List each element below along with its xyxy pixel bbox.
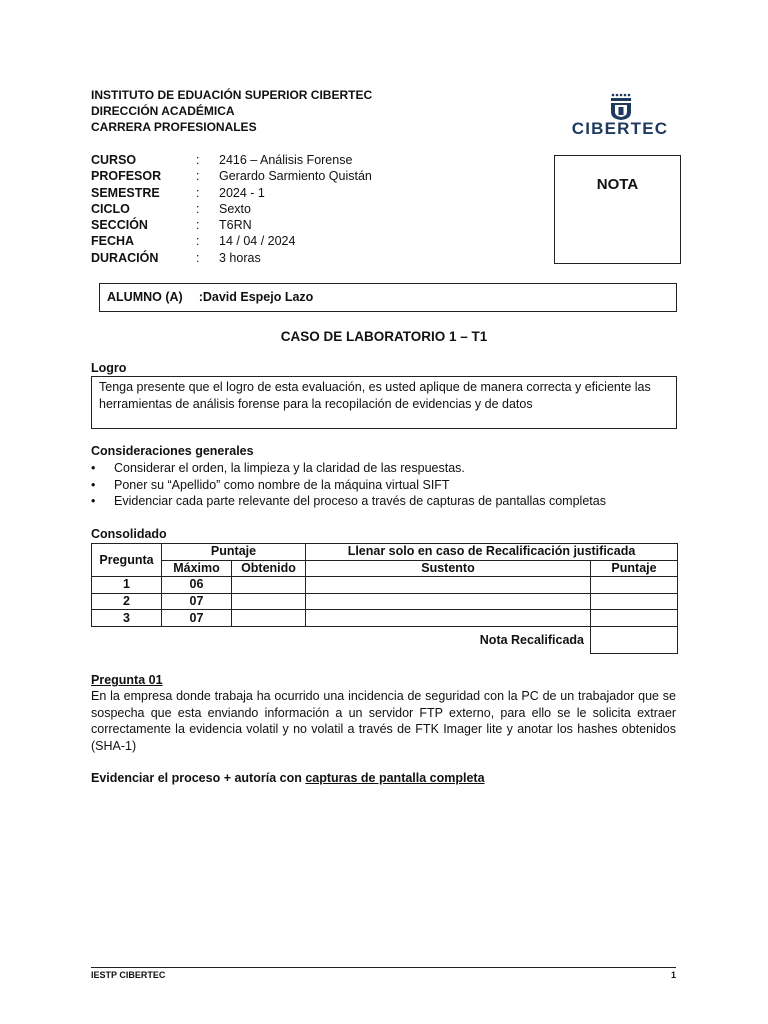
footer-divider — [91, 967, 676, 968]
list-item — [91, 493, 606, 510]
table-row — [92, 610, 678, 627]
list-item-text: Poner su “Apellido” como nombre de la máquina virtual SIFT — [114, 477, 450, 492]
alumno-box — [99, 283, 677, 312]
consideraciones-title: Consideraciones generales — [91, 444, 254, 458]
cibertec-emblem-icon — [566, 92, 674, 120]
nota-recalificada-row — [92, 626, 678, 653]
info-colon: : — [196, 202, 200, 216]
consolidado-title: Consolidado — [91, 527, 167, 541]
table-subheader-row — [92, 560, 678, 577]
evidence-instruction — [91, 771, 485, 785]
info-colon: : — [196, 186, 200, 200]
alumno-label: ALUMNO (A) — [107, 290, 183, 304]
cell-maximo: 07 — [162, 593, 232, 610]
page-number: 1 — [670, 970, 676, 980]
info-value: Sexto — [219, 202, 251, 216]
cell-sustento — [306, 593, 591, 610]
header-puntaje: Puntaje — [162, 544, 306, 561]
cell-puntaje — [591, 610, 678, 627]
info-key: DURACIÓN — [91, 251, 159, 265]
table-header-row — [92, 544, 678, 561]
table-row — [92, 577, 678, 594]
info-key: PROFESOR — [91, 169, 162, 183]
cell-obtenido — [232, 610, 306, 627]
cell-maximo: 06 — [162, 577, 232, 594]
info-key: SEMESTRE — [91, 186, 160, 200]
header-recalificacion: Llenar solo en caso de Recalificación justificada — [306, 544, 678, 561]
info-key: SECCIÓN — [91, 218, 148, 232]
list-item — [91, 477, 606, 494]
cell-sustento — [306, 610, 591, 627]
cell-pregunta: 2 — [92, 593, 162, 610]
logo-wordmark: CIBERTEC — [571, 119, 669, 138]
bullet-icon: • — [91, 477, 96, 492]
cell-sustento — [306, 577, 591, 594]
header-maximo: Máximo — [162, 560, 232, 577]
consideraciones-list — [91, 460, 606, 510]
list-item — [91, 460, 606, 477]
info-colon: : — [196, 218, 200, 232]
nota-recalificada-label: Nota Recalificada — [306, 626, 591, 653]
list-item-text: Evidenciar cada parte relevante del proceso a través de capturas de pantallas completas — [114, 494, 606, 508]
cell-obtenido — [232, 593, 306, 610]
cell-puntaje — [591, 577, 678, 594]
cell-pregunta: 1 — [92, 577, 162, 594]
info-key: CICLO — [91, 202, 130, 216]
info-value: 2024 - 1 — [219, 186, 265, 200]
info-value: Gerardo Sarmiento Quistán — [219, 169, 372, 183]
nota-box — [554, 155, 681, 264]
bullet-icon: • — [91, 494, 96, 508]
info-colon: : — [196, 251, 200, 265]
nota-recalificada-cell — [591, 626, 678, 653]
cibertec-logo — [566, 92, 676, 138]
info-value: 14 / 04 / 2024 — [219, 234, 296, 248]
info-key: CURSO — [91, 153, 137, 167]
pregunta-body: En la empresa donde trabaja ha ocurrido una incidencia de seguridad con la PC de un trabajador que se sospecha que esta enviando información a un servidor FTP externo, para ello se le solicita extraer correctamente la evidencia volatil y no volatil a través de FTK Imager lite y anotar los hashes obtenidos (SHA-1) — [91, 689, 676, 753]
cell-pregunta: 3 — [92, 610, 162, 627]
info-value: 3 horas — [219, 251, 261, 265]
footer-institution: IESTP CIBERTEC — [91, 970, 166, 980]
info-value: 2416 – Análisis Forense — [219, 153, 353, 167]
evidence-underlined: capturas de pantalla completa — [305, 771, 485, 785]
career-line: CARRERA PROFESIONALES — [91, 120, 257, 134]
logro-box — [91, 376, 677, 429]
info-colon: : — [196, 234, 200, 248]
info-colon: : — [196, 169, 200, 183]
info-value: T6RN — [219, 218, 252, 232]
case-title: CASO DE LABORATORIO 1 – T1 — [280, 329, 488, 344]
consolidado-table — [91, 543, 678, 654]
cell-puntaje — [591, 593, 678, 610]
header-puntaje-recal: Puntaje — [591, 560, 678, 577]
cell-obtenido — [232, 577, 306, 594]
alumno-name: :David Espejo Lazo — [198, 290, 314, 304]
academic-direction: DIRECCIÓN ACADÉMICA — [91, 104, 235, 118]
table-row — [92, 593, 678, 610]
evidence-prefix: Evidenciar el proceso + autoría con — [91, 771, 306, 785]
list-item-text: Considerar el orden, la limpieza y la claridad de las respuestas. — [114, 461, 465, 475]
institution-name: INSTITUTO DE EDUACIÓN SUPERIOR CIBERTEC — [91, 88, 373, 102]
header-sustento: Sustento — [306, 560, 591, 577]
bullet-icon: • — [91, 461, 96, 475]
cell-maximo: 07 — [162, 610, 232, 627]
pregunta-title: Pregunta 01 — [91, 673, 163, 687]
nota-label: NOTA — [596, 176, 639, 193]
logro-title: Logro — [91, 361, 127, 375]
header-pregunta: Pregunta — [92, 544, 162, 577]
info-colon: : — [196, 153, 200, 167]
info-key: FECHA — [91, 234, 135, 248]
header-obtenido: Obtenido — [232, 560, 306, 577]
logro-text: Tenga presente que el logro de esta evaluación, es usted aplique de manera correcta y eficiente las herramientas de análisis forense para la recopilación de evidencias y de datos — [99, 380, 651, 411]
